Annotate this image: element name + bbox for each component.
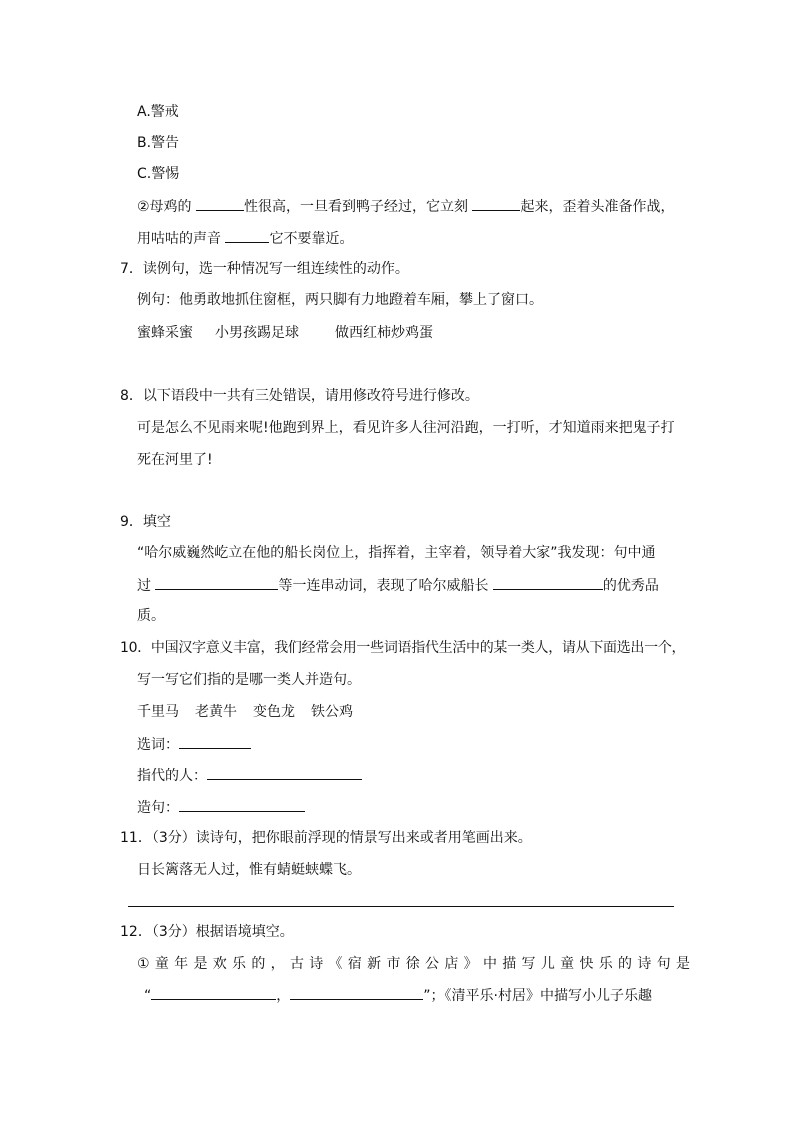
- q10-word-3: 变色龙: [253, 704, 295, 720]
- q9-text-a: 过: [137, 578, 156, 594]
- q10-word-2: 老黄牛: [195, 704, 237, 720]
- q7-title: 7．读例句，选一种情况写一组连续性的动作。: [120, 261, 409, 277]
- q7-choice-3: 做西红柿炒鸡蛋: [335, 325, 433, 341]
- q10-word-1: 千里马: [137, 704, 179, 720]
- q10-words: [137, 702, 353, 722]
- answer-blank[interactable]: [179, 734, 251, 749]
- answer-blank[interactable]: [207, 765, 362, 780]
- q10-pick-label: 选词：: [137, 737, 179, 753]
- q12-text-a: “: [144, 988, 152, 1004]
- q12-title: 12．（3分）根据语境填空。: [120, 924, 294, 940]
- q7-choice-1: 蜜蜂采蜜: [137, 325, 193, 341]
- q6-sub2-line2: [137, 228, 353, 249]
- q7-choice-2: 小男孩踢足球: [215, 325, 299, 341]
- q9-text-c: 的优秀品: [602, 578, 659, 594]
- q9-title: 9．填空: [120, 514, 171, 530]
- q10-sentence-label: 造句：: [137, 800, 179, 816]
- q11-title: 11．（3分）读诗句，把你眼前浮现的情景写出来或者用笔画出来。: [120, 830, 532, 846]
- q8-title: 8．以下语段中一共有三处错误，请用修改符号进行修改。: [120, 388, 479, 404]
- q6-text-2: 性很高，一旦看到鸭子经过，它立刻: [244, 199, 473, 215]
- answer-blank[interactable]: [151, 985, 276, 1000]
- answer-blank[interactable]: [493, 575, 603, 590]
- q12-text-b: ，: [276, 988, 291, 1004]
- q8-line-2: 死在河里了!: [137, 452, 213, 468]
- option-c: C.警惕: [137, 166, 180, 182]
- q7-choices: [137, 323, 433, 343]
- q9-line-3: 质。: [137, 608, 165, 624]
- q9-text-b: 等一连串动词，表现了哈尔威船长: [278, 578, 493, 594]
- q11-poem: 日长篱落无人过，惟有蜻蜓蛱蝶飞。: [137, 862, 361, 878]
- q12-line-2: [144, 985, 652, 1006]
- answer-blank[interactable]: [179, 797, 305, 812]
- q12-line-1: ①童年是欢乐的，古诗《宿新市徐公店》中描写儿童快乐的诗句是: [137, 956, 696, 972]
- answer-blank[interactable]: [472, 196, 520, 211]
- q10-refer-row: [137, 765, 362, 786]
- q12-text-c: ”；《清平乐·村居》中描写小儿子乐趣: [423, 988, 652, 1004]
- q10-title: 10．中国汉字意义丰富，我们经常会用一些词语指代生活中的某一类人，请从下面选出一个，: [120, 640, 686, 656]
- q6-text-1: ②母鸡的: [137, 199, 197, 215]
- answer-blank[interactable]: [155, 575, 278, 590]
- q10-pick-row: [137, 734, 251, 755]
- q9-line-2: [137, 575, 659, 596]
- q8-line-1: 可是怎么不见雨来呢!他跑到界上，看见许多人往河沿跑，一打听，才知道雨来把鬼子打: [137, 420, 675, 436]
- q6-text-3: 起来，歪着头准备作战，: [520, 199, 675, 215]
- answer-blank[interactable]: [290, 985, 423, 1000]
- q7-example: 例句：他勇敢地抓住窗框，两只脚有力地蹬着车厢，攀上了窗口。: [137, 292, 543, 308]
- q10-line-2: 写一写它们指的是哪一类人并造句。: [137, 672, 361, 688]
- q6-text-5: 它不要靠近。: [269, 231, 354, 247]
- answer-blank[interactable]: [196, 196, 244, 211]
- answer-line[interactable]: [128, 906, 674, 907]
- option-b: B.警告: [137, 135, 180, 151]
- q10-word-4: 铁公鸡: [311, 704, 353, 720]
- q6-sub2-line1: [137, 196, 674, 217]
- q10-refer-label: 指代的人：: [137, 768, 207, 784]
- q10-sentence-row: [137, 797, 305, 818]
- q9-line-1: “哈尔威巍然屹立在他的船长岗位上，指挥着，主宰着，领导着大家”我发现：句中通: [137, 545, 656, 561]
- answer-blank[interactable]: [225, 228, 269, 243]
- option-a: A.警戒: [137, 104, 179, 120]
- q6-text-4: 用咕咕的声音: [137, 231, 226, 247]
